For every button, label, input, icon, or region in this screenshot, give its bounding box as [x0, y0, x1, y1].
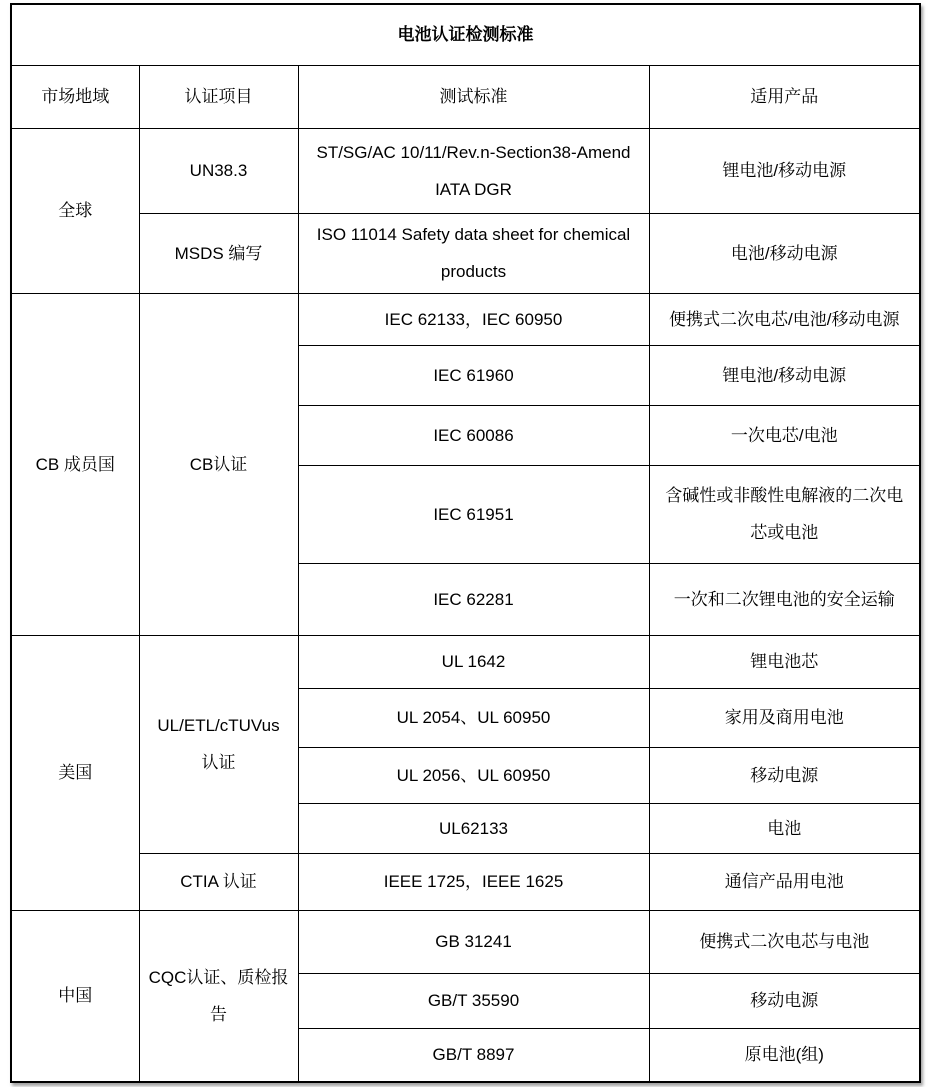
products-cell: 便携式二次电芯/电池/移动电源: [649, 293, 920, 345]
standard-cell: ST/SG/AC 10/11/Rev.n-Section38-Amend IATA DGR: [298, 129, 649, 214]
standard-cell: IEC 61960: [298, 345, 649, 405]
products-cell: 原电池(组): [649, 1028, 920, 1082]
products-cell: 锂电池/移动电源: [649, 345, 920, 405]
table-row: [11, 214, 920, 294]
cert-cell: CQC认证、质检报告: [139, 910, 298, 1082]
standard-cell: UL 2056、UL 60950: [298, 747, 649, 803]
cert-cell: UL/ETL/cTUVus 认证: [139, 635, 298, 853]
products-cell: 电池: [649, 803, 920, 853]
products-cell: 便携式二次电芯与电池: [649, 910, 920, 973]
region-cell-usa: 美国: [11, 635, 139, 910]
products-cell: 移动电源: [649, 973, 920, 1028]
battery-certification-table: [10, 3, 921, 1083]
products-cell: 通信产品用电池: [649, 853, 920, 910]
table-row: [11, 293, 920, 345]
cert-cell: CB认证: [139, 293, 298, 635]
column-header-standard: 测试标准: [298, 66, 649, 129]
cert-cell: MSDS 编写: [139, 214, 298, 294]
standard-cell: IEC 62133，IEC 60950: [298, 293, 649, 345]
column-header-products: 适用产品: [649, 66, 920, 129]
standard-cell: UL 2054、UL 60950: [298, 688, 649, 747]
products-cell: 一次和二次锂电池的安全运输: [649, 563, 920, 635]
standard-cell: GB/T 35590: [298, 973, 649, 1028]
standard-cell: GB/T 8897: [298, 1028, 649, 1082]
cert-cell: CTIA 认证: [139, 853, 298, 910]
standard-cell: IEEE 1725，IEEE 1625: [298, 853, 649, 910]
table-row: [11, 853, 920, 910]
standard-cell: IEC 61951: [298, 465, 649, 563]
table-title: 电池认证检测标准: [11, 4, 920, 66]
region-cell-china: 中国: [11, 910, 139, 1082]
products-cell: 电池/移动电源: [649, 214, 920, 294]
products-cell: 家用及商用电池: [649, 688, 920, 747]
standard-cell: UL 1642: [298, 635, 649, 688]
header-row: [11, 66, 920, 129]
table-row: [11, 129, 920, 214]
products-cell: 含碱性或非酸性电解液的二次电芯或电池: [649, 465, 920, 563]
products-cell: 锂电池/移动电源: [649, 129, 920, 214]
cert-cell: UN38.3: [139, 129, 298, 214]
region-cell-global: 全球: [11, 129, 139, 294]
column-header-certification: 认证项目: [139, 66, 298, 129]
region-cell-cb-members: CB 成员国: [11, 293, 139, 635]
products-cell: 一次电芯/电池: [649, 405, 920, 465]
title-row: [11, 4, 920, 66]
table-row: [11, 635, 920, 688]
products-cell: 移动电源: [649, 747, 920, 803]
standard-cell: UL62133: [298, 803, 649, 853]
products-cell: 锂电池芯: [649, 635, 920, 688]
standard-cell: IEC 60086: [298, 405, 649, 465]
table-row: [11, 910, 920, 973]
standard-cell: GB 31241: [298, 910, 649, 973]
standard-cell: IEC 62281: [298, 563, 649, 635]
column-header-region: 市场地域: [11, 66, 139, 129]
standard-cell: ISO 11014 Safety data sheet for chemical products: [298, 214, 649, 294]
